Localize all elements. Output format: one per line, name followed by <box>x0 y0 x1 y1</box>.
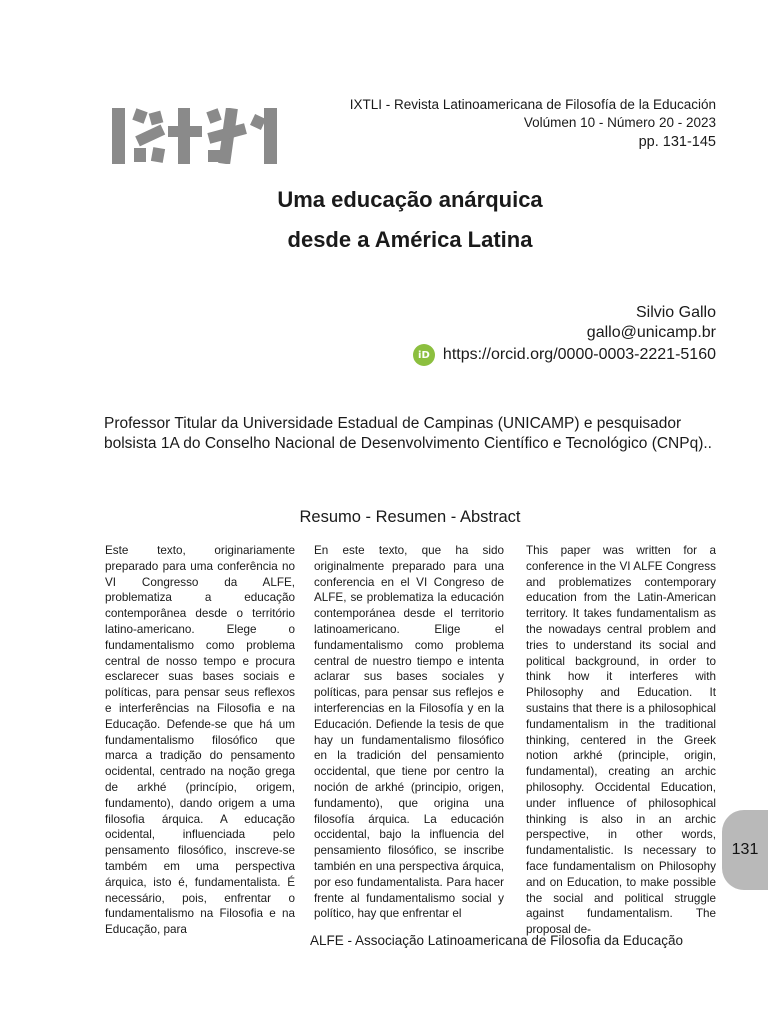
journal-name: IXTLI - Revista Latinoamericana de Filosofía de la Educación <box>349 97 716 112</box>
abstract-column-pt: Este texto, originariamente preparado para uma conferência no VI Congresso da ALFE, problematiza a educação contemporânea desde o território latino-americano. Elege o fundamentalismo como problema central de nosso tempo e procura esclarecer suas bases sociais e políticas, para pensar seus reflexos e interferências na Filosofia e na Educação. Defende-se que há um fundamentalismo filosófico que marca a tradição do pensamento ocidental, centrado na noção grega de arkhé (princípio, origem, fundamento), dando origem a uma filosofia árquica. A educação ocidental, influenciada pelo pensamento filosófico, inscreve-se também em uma perspectiva árquica, isto é, fundamentalista. É necessário, pois, enfrentar o fundamentalismo na Filosofia e na Educação, para <box>105 544 295 937</box>
page-number: 131 <box>731 841 759 858</box>
abstract-heading: Resumo - Resumen - Abstract <box>299 508 521 526</box>
orcid-link[interactable]: https://orcid.org/0000-0003-2221-5160 <box>442 346 716 363</box>
abstract-column-en: This paper was written for a conference in the VI ALFE Congress and problematizes contemporary education from the Latin-American territory. It takes fundamentalism as the nowadays central problem and tries to understand its social and political background, in order to think how it interferes with Philosophy and Education. It sustains that there is a philosophical fundamentalism in the traditional thinking, centered in the Greek notion arkhé (principle, origin, fundamental), creating an archic philosophy. Occidental Education, under influence of philosophical thinking is also in an archic perspective, in other words, fundamentalistic. Is necessary to face fundamentalism on Philosophy and on Education, to make possible the social and political struggle against fundamentalism. The proposal de- <box>526 544 716 937</box>
orcid-icon: iD <box>413 344 435 366</box>
ixtli-logo <box>112 108 278 164</box>
article-title-line-2: desde a América Latina <box>287 227 533 252</box>
abstract-column-es: En este texto, que ha sido originalmente preparado para una conferencia en el VI Congreso de ALFE, se problematiza la educación contemporánea desde el territorio latinoamericano. Elige el fundamentalismo como problema central de nuestro tiempo e intenta aclarar sus bases sociales y políticas, para pensar sus reflejos e interferencias en la Filosofía y en la Educación. Defiende la tesis de que hay un fundamentalismo filosófico en la tradición del pensamiento occidental, que tiene por centro la noción de arkhé (principio, origen, fundamento), que origina una filosofía árquica. La educación occidental, bajo la influencia del pensamiento filosófico, se inscribe también en una perspectiva árquica, por eso fundamentalista. Para hacer frente al fundamentalismo social y político, hay que enfrentar el <box>314 544 504 921</box>
journal-volume: Volúmen 10 - Número 20 - 2023 <box>523 115 716 130</box>
author-name: Silvio Gallo <box>635 304 716 321</box>
journal-pages: pp. 131-145 <box>638 134 716 150</box>
article-title-line-1: Uma educação anárquica <box>277 187 543 212</box>
page-number-tab <box>722 810 768 890</box>
page-footer: ALFE - Associação Latinoamericana de Filosofia da Educação <box>310 933 683 948</box>
author-affiliation: Professor Titular da Universidade Estadual de Campinas (UNICAMP) e pesquisador bolsista 1A do Conselho Nacional de Desenvolvimento Científico e Tecnológico (CNPq).. <box>104 415 712 452</box>
author-email[interactable]: gallo@unicamp.br <box>586 324 716 341</box>
author-orcid[interactable] <box>413 344 716 366</box>
